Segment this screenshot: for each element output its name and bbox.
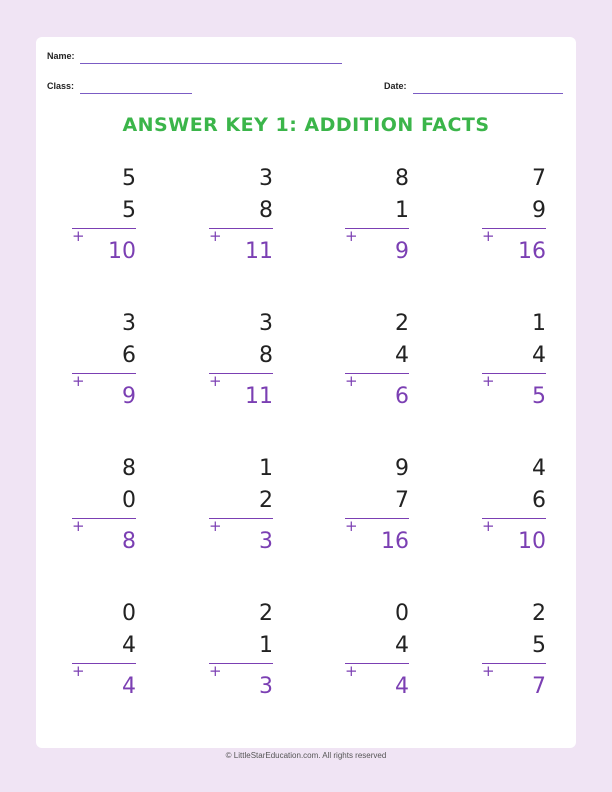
- class-field[interactable]: [80, 93, 192, 94]
- problem-6: [209, 313, 273, 443]
- copyright-footer: © LittleStarEducation.com. All rights reserved: [225, 751, 387, 760]
- plus-sign: +: [482, 227, 495, 245]
- class-label: Class:: [47, 81, 75, 91]
- answer: 9: [395, 239, 409, 264]
- problem-4: [482, 168, 546, 298]
- problem-15: [345, 603, 409, 733]
- problem-16: [482, 603, 546, 733]
- plus-sign: +: [345, 227, 358, 245]
- top-number: 3: [259, 166, 273, 191]
- answer: 11: [245, 384, 273, 409]
- plus-sign: +: [72, 517, 85, 535]
- plus-sign: +: [482, 372, 495, 390]
- bottom-number: 6: [122, 343, 136, 368]
- answer: 11: [245, 239, 273, 264]
- top-number: 8: [122, 456, 136, 481]
- bottom-number: 4: [532, 343, 546, 368]
- plus-sign: +: [209, 372, 222, 390]
- bottom-number: 1: [395, 198, 409, 223]
- top-number: 9: [395, 456, 409, 481]
- plus-sign: +: [345, 372, 358, 390]
- bottom-number: 1: [259, 633, 273, 658]
- plus-sign: +: [72, 227, 85, 245]
- answer: 7: [532, 674, 546, 699]
- plus-sign: +: [72, 662, 85, 680]
- plus-sign: +: [72, 372, 85, 390]
- problem-9: [72, 458, 136, 588]
- problem-12: [482, 458, 546, 588]
- problem-13: [72, 603, 136, 733]
- bottom-number: 9: [532, 198, 546, 223]
- top-number: 4: [532, 456, 546, 481]
- top-number: 8: [395, 166, 409, 191]
- answer: 4: [395, 674, 409, 699]
- bottom-number: 4: [395, 343, 409, 368]
- top-number: 5: [122, 166, 136, 191]
- worksheet-page: [36, 37, 576, 748]
- problem-2: [209, 168, 273, 298]
- page-title: ANSWER KEY 1: ADDITION FACTS: [122, 114, 490, 136]
- top-number: 1: [259, 456, 273, 481]
- bottom-number: 4: [122, 633, 136, 658]
- answer: 10: [518, 529, 546, 554]
- problem-3: [345, 168, 409, 298]
- plus-sign: +: [482, 517, 495, 535]
- answer: 5: [532, 384, 546, 409]
- plus-sign: +: [209, 662, 222, 680]
- answer: 10: [108, 239, 136, 264]
- bottom-number: 4: [395, 633, 409, 658]
- plus-sign: +: [345, 662, 358, 680]
- problem-14: [209, 603, 273, 733]
- bottom-number: 7: [395, 488, 409, 513]
- plus-sign: +: [345, 517, 358, 535]
- top-number: 2: [395, 311, 409, 336]
- top-number: 1: [532, 311, 546, 336]
- problem-5: [72, 313, 136, 443]
- problem-1: [72, 168, 136, 298]
- date-field[interactable]: [413, 93, 563, 94]
- name-label: Name:: [47, 51, 75, 61]
- bottom-number: 2: [259, 488, 273, 513]
- bottom-number: 5: [122, 198, 136, 223]
- name-field[interactable]: [80, 63, 342, 64]
- problem-11: [345, 458, 409, 588]
- answer: 9: [122, 384, 136, 409]
- problem-8: [482, 313, 546, 443]
- top-number: 2: [259, 601, 273, 626]
- bottom-number: 0: [122, 488, 136, 513]
- problem-10: [209, 458, 273, 588]
- answer: 6: [395, 384, 409, 409]
- top-number: 0: [122, 601, 136, 626]
- date-label: Date:: [384, 81, 407, 91]
- bottom-number: 8: [259, 343, 273, 368]
- plus-sign: +: [482, 662, 495, 680]
- bottom-number: 8: [259, 198, 273, 223]
- bottom-number: 5: [532, 633, 546, 658]
- top-number: 0: [395, 601, 409, 626]
- answer: 8: [122, 529, 136, 554]
- answer: 16: [381, 529, 409, 554]
- bottom-number: 6: [532, 488, 546, 513]
- top-number: 3: [259, 311, 273, 336]
- answer: 3: [259, 529, 273, 554]
- problem-7: [345, 313, 409, 443]
- top-number: 2: [532, 601, 546, 626]
- plus-sign: +: [209, 517, 222, 535]
- plus-sign: +: [209, 227, 222, 245]
- answer: 16: [518, 239, 546, 264]
- top-number: 7: [532, 166, 546, 191]
- answer: 3: [259, 674, 273, 699]
- answer: 4: [122, 674, 136, 699]
- top-number: 3: [122, 311, 136, 336]
